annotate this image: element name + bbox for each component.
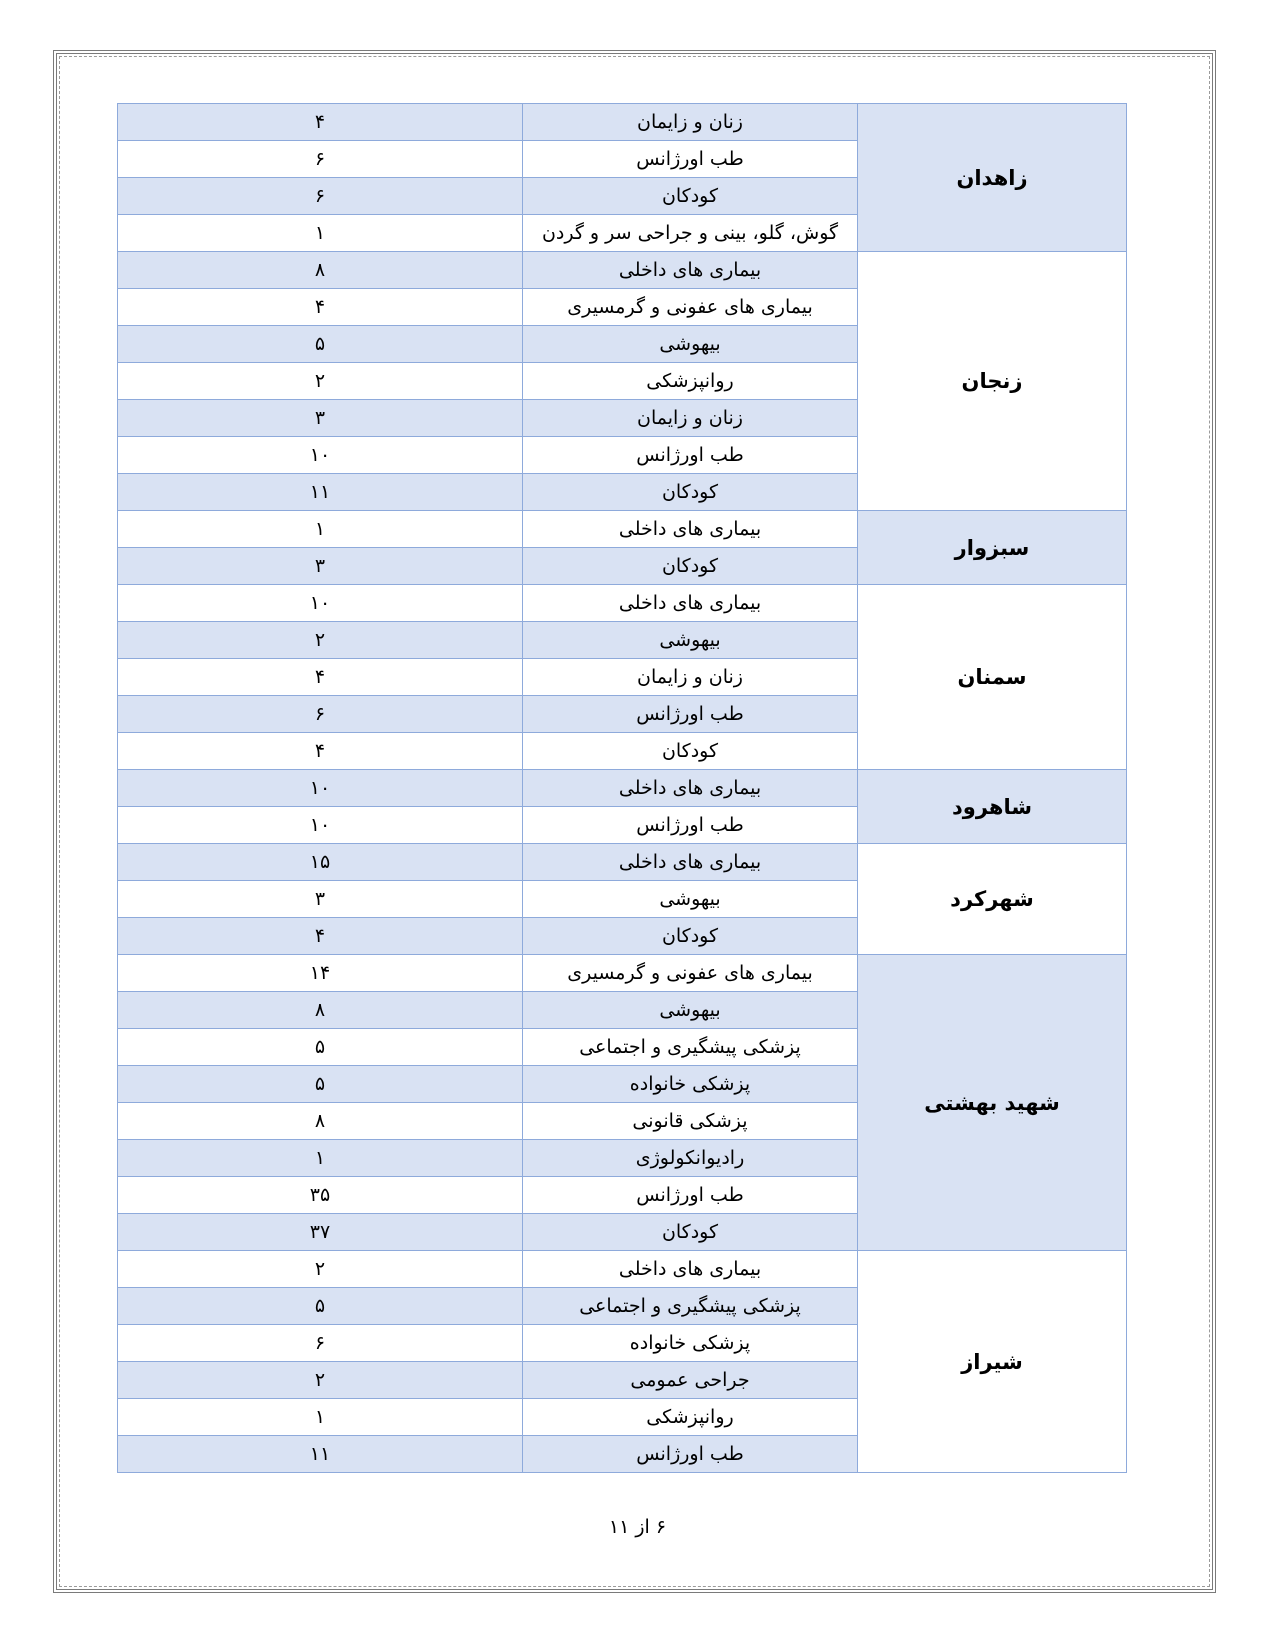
- specialty-cell: پزشکی خانواده: [523, 1325, 858, 1362]
- specialty-cell: طب اورژانس: [523, 807, 858, 844]
- university-name-cell: زاهدان: [858, 104, 1127, 252]
- specialty-cell: بیهوشی: [523, 992, 858, 1029]
- specialty-cell: رادیوانکولوژی: [523, 1140, 858, 1177]
- capacity-cell: ۸: [118, 992, 523, 1029]
- capacity-cell: ۶: [118, 141, 523, 178]
- specialty-cell: پزشکی خانواده: [523, 1066, 858, 1103]
- capacity-cell: ۴: [118, 104, 523, 141]
- capacity-cell: ۲: [118, 622, 523, 659]
- table-row: [118, 585, 1127, 622]
- capacity-cell: ۳: [118, 400, 523, 437]
- capacity-cell: ۱۰: [118, 770, 523, 807]
- table-row: [118, 104, 1127, 141]
- specialty-cell: روانپزشکی: [523, 363, 858, 400]
- specialty-cell: بیهوشی: [523, 622, 858, 659]
- specialty-cell: کودکان: [523, 918, 858, 955]
- capacity-cell: ۵: [118, 1288, 523, 1325]
- specialty-cell: بیماری های داخلی: [523, 511, 858, 548]
- capacity-cell: ۱۱: [118, 474, 523, 511]
- capacity-cell: ۲: [118, 1251, 523, 1288]
- capacity-cell: ۳: [118, 548, 523, 585]
- specialty-cell: بیماری های داخلی: [523, 585, 858, 622]
- capacity-cell: ۱: [118, 511, 523, 548]
- capacity-cell: ۱۵: [118, 844, 523, 881]
- specialty-cell: بیهوشی: [523, 326, 858, 363]
- capacity-cell: ۶: [118, 696, 523, 733]
- university-name-cell: شهرکرد: [858, 844, 1127, 955]
- table-row: [118, 1251, 1127, 1288]
- specialty-cell: بیهوشی: [523, 881, 858, 918]
- specialty-cell: بیماری های داخلی: [523, 844, 858, 881]
- specialty-cell: طب اورژانس: [523, 141, 858, 178]
- specialty-cell: کودکان: [523, 1214, 858, 1251]
- university-name-cell: سبزوار: [858, 511, 1127, 585]
- specialty-cell: پزشکی قانونی: [523, 1103, 858, 1140]
- specialty-cell: زنان و زایمان: [523, 659, 858, 696]
- specialty-cell: طب اورژانس: [523, 1177, 858, 1214]
- university-name-cell: زنجان: [858, 252, 1127, 511]
- capacity-cell: ۱۴: [118, 955, 523, 992]
- university-name-cell: شهید بهشتی: [858, 955, 1127, 1251]
- capacity-cell: ۴: [118, 918, 523, 955]
- specialty-cell: طب اورژانس: [523, 696, 858, 733]
- specialty-cell: کودکان: [523, 178, 858, 215]
- specialty-cell: گوش، گلو، بینی و جراحی سر و گردن: [523, 215, 858, 252]
- university-name-cell: سمنان: [858, 585, 1127, 770]
- specialty-cell: پزشکی پیشگیری و اجتماعی: [523, 1029, 858, 1066]
- quota-table: [117, 103, 1127, 1473]
- university-name-cell: شیراز: [858, 1251, 1127, 1473]
- capacity-cell: ۵: [118, 326, 523, 363]
- capacity-cell: ۱: [118, 215, 523, 252]
- capacity-cell: ۶: [118, 178, 523, 215]
- capacity-cell: ۱۰: [118, 437, 523, 474]
- specialty-cell: کودکان: [523, 474, 858, 511]
- specialty-cell: کودکان: [523, 548, 858, 585]
- capacity-cell: ۱۰: [118, 585, 523, 622]
- specialty-cell: بیماری های داخلی: [523, 252, 858, 289]
- capacity-cell: ۴: [118, 659, 523, 696]
- table-row: [118, 252, 1127, 289]
- table-row: [118, 844, 1127, 881]
- university-name-cell: شاهرود: [858, 770, 1127, 844]
- specialty-cell: روانپزشکی: [523, 1399, 858, 1436]
- specialty-cell: پزشکی پیشگیری و اجتماعی: [523, 1288, 858, 1325]
- capacity-cell: ۵: [118, 1029, 523, 1066]
- capacity-cell: ۸: [118, 1103, 523, 1140]
- capacity-cell: ۳۵: [118, 1177, 523, 1214]
- capacity-cell: ۵: [118, 1066, 523, 1103]
- specialty-cell: بیماری های عفونی و گرمسیری: [523, 289, 858, 326]
- specialty-cell: بیماری های داخلی: [523, 770, 858, 807]
- capacity-cell: ۸: [118, 252, 523, 289]
- capacity-cell: ۲: [118, 1362, 523, 1399]
- capacity-cell: ۱۱: [118, 1436, 523, 1473]
- capacity-cell: ۴: [118, 733, 523, 770]
- table-row: [118, 511, 1127, 548]
- capacity-cell: ۲: [118, 363, 523, 400]
- capacity-cell: ۱۰: [118, 807, 523, 844]
- capacity-cell: ۳: [118, 881, 523, 918]
- specialty-cell: زنان و زایمان: [523, 400, 858, 437]
- specialty-cell: کودکان: [523, 733, 858, 770]
- specialty-cell: زنان و زایمان: [523, 104, 858, 141]
- specialty-cell: طب اورژانس: [523, 1436, 858, 1473]
- table-row: [118, 955, 1127, 992]
- specialty-cell: بیماری های داخلی: [523, 1251, 858, 1288]
- specialty-cell: طب اورژانس: [523, 437, 858, 474]
- capacity-cell: ۴: [118, 289, 523, 326]
- specialty-cell: جراحی عمومی: [523, 1362, 858, 1399]
- page-number: ۶ از ۱۱: [608, 1516, 667, 1538]
- capacity-cell: ۶: [118, 1325, 523, 1362]
- capacity-cell: ۱: [118, 1399, 523, 1436]
- capacity-cell: ۳۷: [118, 1214, 523, 1251]
- specialty-cell: بیماری های عفونی و گرمسیری: [523, 955, 858, 992]
- table-row: [118, 770, 1127, 807]
- capacity-cell: ۱: [118, 1140, 523, 1177]
